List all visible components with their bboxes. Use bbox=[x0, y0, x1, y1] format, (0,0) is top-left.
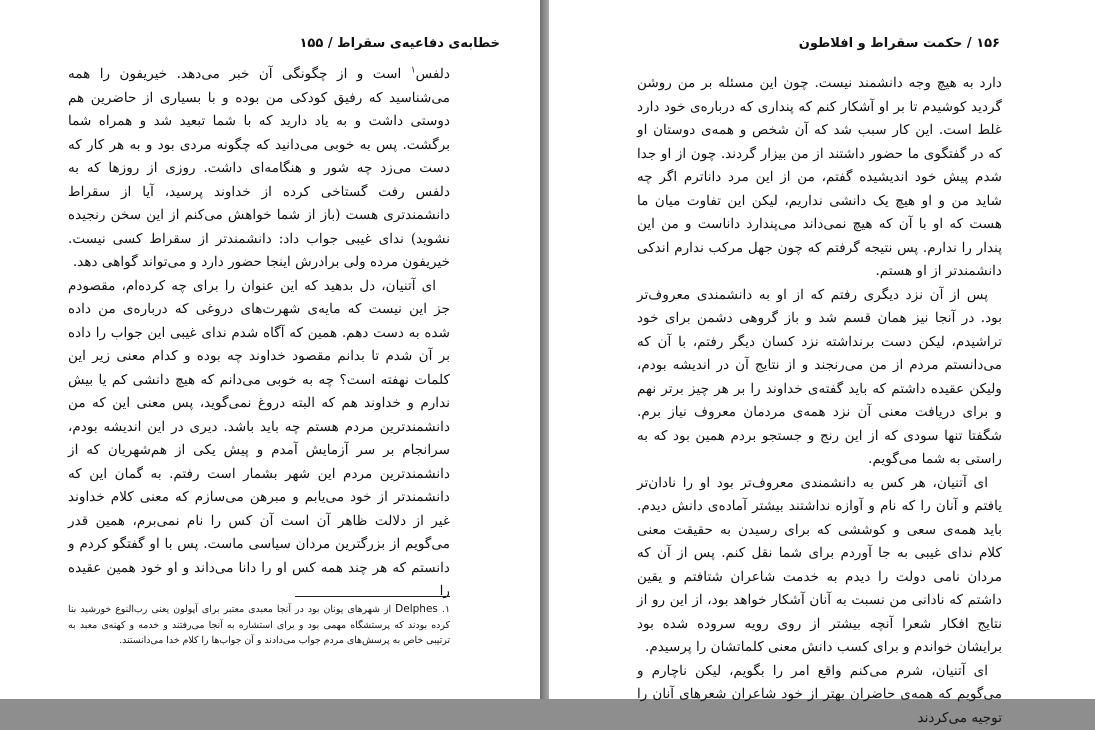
book-gutter bbox=[540, 0, 549, 699]
paragraph: ای آتنیان، دل بدهید که این عنوان را برای چه کرده‌ام، مقصودم جز این نیست که مایه‌ی شهرت‌های دروغی که درباره‌ی من داده شده به دست دهم. همین که آگاه شدم ندای غیبی این جواب را داده بر آن شدم تا بدانم مقصود خداوند چه بوده و کدام معنی زیر این کلمات نهفته است؟ چه به خوبی می‌دانم که هیچ دانشی کم یا بیش ندارم و خداوند هم که البته دروغ نمی‌گوید، پس معنی این که من دانشمندترین مردم هستم چه باید باشد. دیری در این اندیشه بودم، سرانجام بر سر آزمایش آمدم و پیش یکی از هم‌شهریان که از دانشمندترین مردم این شهر بشمار است رفتم. به گمان این که دانشمندتر از خود می‌یابم و مبرهن می‌سازم که معنی کلام خداوند غیر از دلالت ظاهر آن است آن کس را نام نمی‌برم، همین قدر می‌گویم از بزرگترین مردان سیاسی ماست. پس با او گفتگو کردم و دانستم که هر چند همه کس او را دانا می‌داند و او خود همین عقیده را bbox=[68, 275, 450, 604]
paragraph: دارد به هیچ وجه دانشمند نیست. چون این مسئله بر من روشن گردید کوشیدم تا بر او آشکار کنم که پنداری که درباره‌ی خود دارد غلط است. این کار سبب شد که آن شخص و همه‌ی دوستان او که در گفتگوی ما حضور داشتند از من بیزار گردند. چون از او جدا شدم پیش خود اندیشیده گفتم، من از این مرد داناترم اگر چه شاید من و او هیچ یک دانشی نداریم، لیکن این تفاوت میان ما هست که او با آن که هیچ نمی‌داند می‌پندارد داناست و من این پندار را ندارم. پس نتیجه گرفتم که چون جهل مرکب ندارم اندکی دانشمندتر از او هستم. bbox=[637, 72, 1002, 284]
footnote-number: ۱. bbox=[442, 604, 450, 615]
right-page-body bbox=[637, 72, 1002, 730]
paragraph: پس از آن نزد دیگری رفتم که از او به دانشمندی معروف‌تر بود. در آنجا نیز همان قسم شد و باز گروهی دشمن برای خود تراشیدم، لیکن دست برنداشته نزد کسان دیگر رفتم، با آن که می‌دانستم مردم از من می‌رنجند و از نتایج آن در اندیشه بودم، ولیکن عقیده داشتم که باید گفته‌ی خداوند را بر هر چیز برتر نهم و برای دریافت معنی آن نزد همه‌ی مردمان معروف نیاز برم. شگفتا تنها سودی که از این رنج و جستجو بردم همین بود که به راستی به شما می‌گویم. bbox=[637, 284, 1002, 472]
footnote-text: از شهرهای یونان بود در آنجا معبدی معتبر برای آپولون یعنی رب‌النوع خورشید بنا کرده بودند که پرستشگاه مهمی بود و برای استشاره به آنجا می‌رفتند و خدمه و کهنه‌ی معبد به ترتیبی خاص به پرسش‌های مردم جواب می‌دادند و آن جواب‌ها را کلام خدا می‌دانستند. bbox=[68, 604, 450, 646]
right-page bbox=[549, 0, 1095, 699]
left-page-header: خطابه‌ی دفاعیه‌ی سقراط / ۱۵۵ bbox=[300, 36, 501, 51]
right-page-header: ۱۵۶ / حکمت سقراط و افلاطون bbox=[799, 36, 1000, 51]
paragraph: ای آتنیان، هر کس به دانشمندی معروف‌تر بود او را نادان‌تر یافتم و آنان را که نام و آوازه نداشتند بیشتر آماده‌ی دانش دیدم. باید همه‌ی سعی و کوششی که برای رسیدن به حقیقت معنی کلام ندای غیبی به جا آوردم برای شما نقل کنم. پس از آن که مردان نامی دولت را دیدم به خدمت شاعران شتافتم و یقین داشتم که نادانی من نسبت به آنان آشکار خواهد بود، از این رو از نتایج افکار شعرا آنچه بیشتر از روی رویه سروده شده بود برایشان خواندم و برای کسب دانش معنی کلماتشان را پرسیدم. bbox=[637, 472, 1002, 660]
left-page bbox=[0, 0, 540, 699]
paragraph-text: دلفس bbox=[416, 66, 450, 82]
footnote bbox=[68, 602, 450, 649]
paragraph: ای آتنیان، شرم می‌کنم واقع امر را بگویم، لیکن ناچارم و می‌گویم که همه‌ی حاضران بهتر از خود شاعران شعرهای آنان را توجیه می‌کردند bbox=[637, 660, 1002, 730]
left-page-body bbox=[68, 63, 450, 604]
footnote-marker[interactable]: ۱ bbox=[411, 65, 416, 75]
footnote-latin-term: Delphes bbox=[395, 603, 438, 615]
footnote-divider bbox=[295, 596, 450, 597]
paragraph-text: است و از چگونگی آن خبر می‌دهد. خیریفون را همه می‌شناسید که رفیق کودکی من بوده و با بسیاری از حاضرین هم دوستی داشت و به یاد دارید که با شما تبعید شد و همراه شما برگشت. پس به خوبی می‌دانید که چگونه مردی بود و به هر کار که دست می‌زد چه شور و هنگامه‌ای داشت. روزی از روزها که به دلفس رفت گستاخی کرده از خداوند پرسید، آیا از سقراط دانشمندتری هست (باز از شما خواهش می‌کنم از این سخن رنجیده نشوید) ندای غیبی جواب داد: دانشمندتر از سقراط کسی نیست. خیریفون مرده ولی برادرش اینجا حضور دارد و می‌تواند گواهی دهد. bbox=[68, 66, 450, 270]
paragraph bbox=[68, 63, 450, 275]
